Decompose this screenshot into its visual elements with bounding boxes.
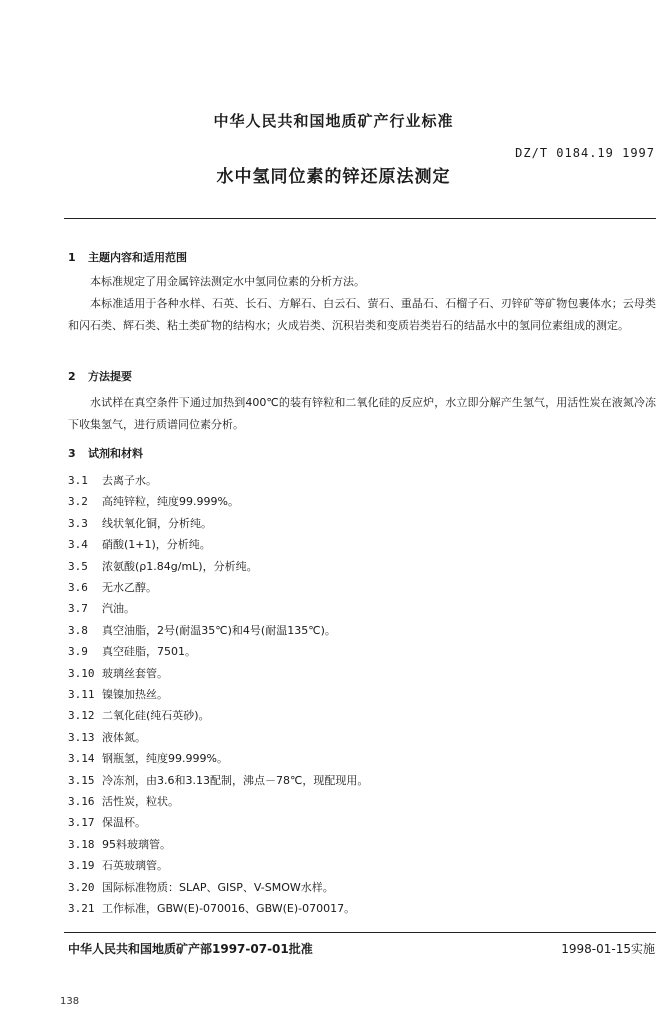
item-number: 3.14 bbox=[68, 752, 95, 766]
section-number: 3 bbox=[68, 447, 76, 460]
approval-date: 中华人民共和国地质矿产部1997-07-01批准 bbox=[68, 942, 313, 956]
list-item bbox=[68, 791, 179, 813]
list-item bbox=[68, 577, 157, 599]
section-2-heading bbox=[68, 368, 132, 384]
item-number: 3.16 bbox=[68, 795, 95, 808]
list-item bbox=[68, 663, 168, 685]
item-text: 玻璃丝套管。 bbox=[102, 666, 168, 680]
item-number: 3.2 bbox=[68, 495, 88, 509]
item-text: 汽油。 bbox=[102, 602, 135, 616]
item-text: 液体氮。 bbox=[102, 730, 146, 744]
effective-date: 1998-01-15实施 bbox=[561, 942, 655, 956]
section-2-paragraph-1: 水试样在真空条件下通过加热到400℃的装有锌粒和二氧化硅的反应炉，水立即分解产生氢气，用活性炭在液氮冷冻下收集氢气，进行质谱同位素分析。 bbox=[68, 396, 656, 431]
standard-code: DZ/T 0184.19 1997 bbox=[515, 146, 655, 160]
footer-divider bbox=[64, 932, 656, 933]
item-text: 活性炭，粒状。 bbox=[102, 795, 179, 808]
item-text: 去离子水。 bbox=[102, 474, 157, 487]
item-text: 浓氨酸(ρ1.84g/mL)，分析纯。 bbox=[102, 559, 258, 573]
item-text: 国际标准物质：SLAP、GISP、V-SMOW水样。 bbox=[102, 880, 334, 894]
item-text: 保温杯。 bbox=[102, 816, 146, 830]
item-number: 3.17 bbox=[68, 816, 95, 830]
list-item bbox=[68, 491, 239, 513]
item-number: 3.18 bbox=[68, 837, 95, 851]
list-item bbox=[68, 727, 146, 749]
item-number: 3.13 bbox=[68, 730, 95, 744]
list-item bbox=[68, 598, 135, 620]
item-text: 高纯锌粒，纯度99.999%。 bbox=[102, 495, 239, 509]
list-item bbox=[68, 470, 157, 492]
item-number: 3.5 bbox=[68, 559, 88, 573]
item-text: 真空硅脂，7501。 bbox=[102, 645, 196, 659]
section-1-heading bbox=[68, 249, 187, 265]
section-title: 主题内容和适用范围 bbox=[88, 251, 187, 264]
header-divider bbox=[64, 218, 656, 219]
list-item bbox=[68, 770, 368, 792]
list-item bbox=[68, 705, 210, 727]
item-number: 3.7 bbox=[68, 602, 88, 616]
section-1-paragraph-2: 本标准适用于各种水样、石英、长石、方解石、白云石、萤石、重晶石、石榴子石、刃锌矿等矿物包裹体水；云母类和闪石类、辉石类、粘土类矿物的结构水；火成岩类、沉积岩类和变质岩类岩石的结晶水中的氢同位素组成的测定。 bbox=[68, 297, 656, 332]
section-title: 试剂和材料 bbox=[88, 447, 143, 460]
list-item bbox=[68, 834, 171, 856]
section-title: 方法提要 bbox=[88, 370, 132, 383]
item-number: 3.20 bbox=[68, 880, 95, 894]
item-number: 3.1 bbox=[68, 474, 88, 487]
item-text: 真空油脂，2号(耐温35℃)和4号(耐温135℃)。 bbox=[102, 623, 336, 637]
item-text: 工作标准，GBW(E)-070016、GBW(E)-070017。 bbox=[102, 902, 356, 915]
item-text: 石英玻璃管。 bbox=[102, 859, 168, 873]
list-item bbox=[68, 855, 168, 877]
item-text: 95料玻璃管。 bbox=[102, 837, 171, 851]
section-number: 2 bbox=[68, 370, 76, 383]
list-item bbox=[68, 812, 146, 834]
item-number: 3.10 bbox=[68, 666, 95, 680]
item-number: 3.21 bbox=[68, 902, 95, 915]
list-item bbox=[68, 748, 228, 770]
section-3-heading bbox=[68, 445, 143, 461]
item-text: 冷冻剂，由3.6和3.13配制，沸点－78℃，现配现用。 bbox=[102, 773, 369, 787]
item-text: 无水乙醇。 bbox=[102, 581, 157, 594]
list-item bbox=[68, 534, 211, 556]
item-text: 线状氧化铜，分析纯。 bbox=[102, 516, 212, 530]
list-item bbox=[68, 620, 336, 642]
list-item bbox=[68, 513, 212, 535]
item-number: 3.9 bbox=[68, 645, 88, 659]
item-number: 3.19 bbox=[68, 859, 95, 873]
list-item bbox=[68, 898, 355, 920]
item-number: 3.3 bbox=[68, 516, 88, 530]
list-item bbox=[68, 556, 258, 578]
item-text: 硝酸(1+1)，分析纯。 bbox=[102, 538, 211, 552]
list-item bbox=[68, 684, 168, 706]
section-number: 1 bbox=[68, 251, 76, 264]
item-text: 二氧化硅(纯石英砂)。 bbox=[102, 709, 210, 723]
item-number: 3.11 bbox=[68, 688, 95, 701]
item-number: 3.4 bbox=[68, 538, 88, 552]
item-text: 钢瓶氢，纯度99.999%。 bbox=[102, 752, 228, 766]
item-number: 3.6 bbox=[68, 581, 88, 594]
issuing-organization: 中华人民共和国地质矿产行业标准 bbox=[213, 112, 454, 130]
item-text: 镍镍加热丝。 bbox=[102, 688, 168, 701]
item-number: 3.8 bbox=[68, 623, 88, 637]
list-item bbox=[68, 641, 196, 663]
item-number: 3.15 bbox=[68, 773, 95, 787]
document-title: 水中氢同位素的锌还原法测定 bbox=[216, 167, 451, 187]
page-number: 138 bbox=[60, 996, 80, 1007]
list-item bbox=[68, 877, 334, 899]
item-number: 3.12 bbox=[68, 709, 95, 723]
section-1-paragraph-1: 本标准规定了用金属锌法测定水中氢同位素的分析方法。 bbox=[90, 275, 365, 288]
